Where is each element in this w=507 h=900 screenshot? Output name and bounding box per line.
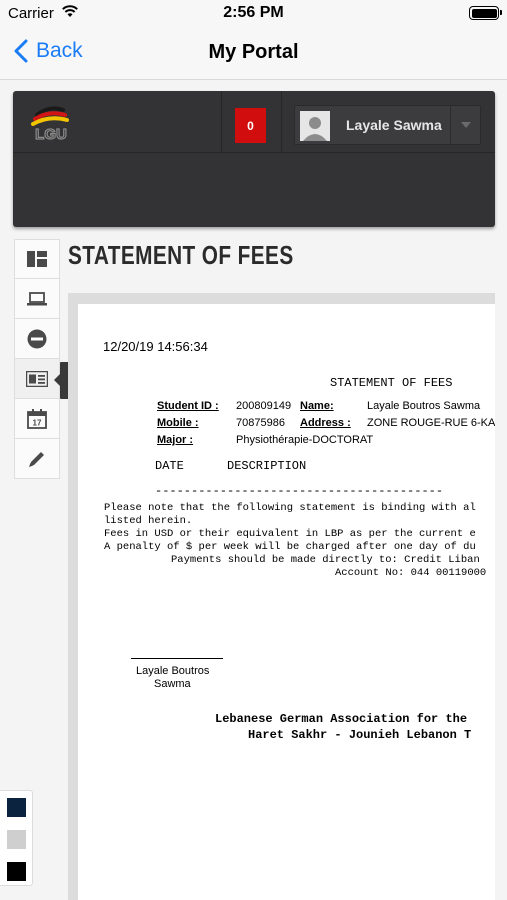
laptop-icon [27,292,47,306]
footer-address: Haret Sakhr - Jounieh Lebanon T [248,728,472,742]
footer-association: Lebanese German Association for the [215,712,468,726]
no-entry-icon [27,329,47,349]
note-line: Please note that the following statement is binding with al [104,502,476,514]
side-toolbar [14,239,60,479]
mobile-label: Mobile : [157,417,199,429]
major-label: Major : [157,434,194,446]
mobile-value: 70875986 [236,417,285,429]
swatch-navy[interactable] [7,798,26,817]
tool-edit[interactable] [14,439,60,479]
account-line: Account No: 044 00119000 [335,567,487,579]
user-name: Layale Sawma [346,117,442,133]
note-line: A penalty of $ per week will be charged after one day of du [104,541,476,553]
notification-badge[interactable]: 0 [235,108,266,143]
signature-name: Layale Boutros [136,665,210,677]
svg-text:17: 17 [32,418,42,427]
logo-text: LGU [35,126,67,142]
chevron-left-icon [14,39,28,63]
tool-dashboard[interactable] [14,239,60,279]
navigation-bar [0,28,507,80]
address-value: ZONE ROUGE-RUE 6-KA [367,417,495,429]
tool-courses[interactable] [14,279,60,319]
user-menu-toggle[interactable] [450,106,480,144]
back-label: Back [36,39,83,62]
nav-title: My Portal [208,41,299,63]
avatar [300,111,330,141]
column-date: DATE [155,459,184,473]
user-menu[interactable] [294,105,481,145]
calendar-icon [27,409,47,429]
doc-heading: STATEMENT OF FEES [330,376,453,390]
table-rule: ---------------------------------------- [155,484,444,498]
note-line: listed herein. [104,515,193,527]
pencil-icon [28,450,46,468]
signature-name: Sawma [154,678,191,690]
tool-calendar[interactable] [14,399,60,439]
lgu-logo[interactable] [25,104,77,142]
swatch-gray[interactable] [7,830,26,849]
major-value: Physiothérapie-DOCTORAT [236,434,374,446]
student-id-value: 200809149 [236,400,292,412]
status-bar [0,0,507,28]
page-title: STATEMENT OF FEES [68,240,294,270]
doc-datetime: 12/20/19 14:56:34 [103,339,208,354]
swatch-black[interactable] [7,862,26,881]
id-card-icon [26,371,48,387]
student-id-label: Student ID : [157,400,219,412]
back-button[interactable] [14,39,83,63]
portal-header [13,91,495,227]
dashboard-icon [27,251,47,267]
tool-restrictions[interactable] [14,319,60,359]
address-label: Address : [300,417,351,429]
column-description: DESCRIPTION [227,459,307,473]
clock: 2:56 PM [223,4,284,21]
caret-down-icon [461,122,471,128]
name-label: Name: [300,400,334,412]
carrier-label: Carrier [8,5,54,22]
statement-document [78,304,495,900]
name-value: Layale Boutros Sawma [367,400,481,412]
payment-line: Payments should be made directly to: Credit Liban [171,554,480,566]
color-swatches [0,790,33,886]
battery-icon [469,6,499,20]
signature-line [131,658,223,659]
note-line: Fees in USD or their equivalent in LBP as per the current e [104,528,476,540]
